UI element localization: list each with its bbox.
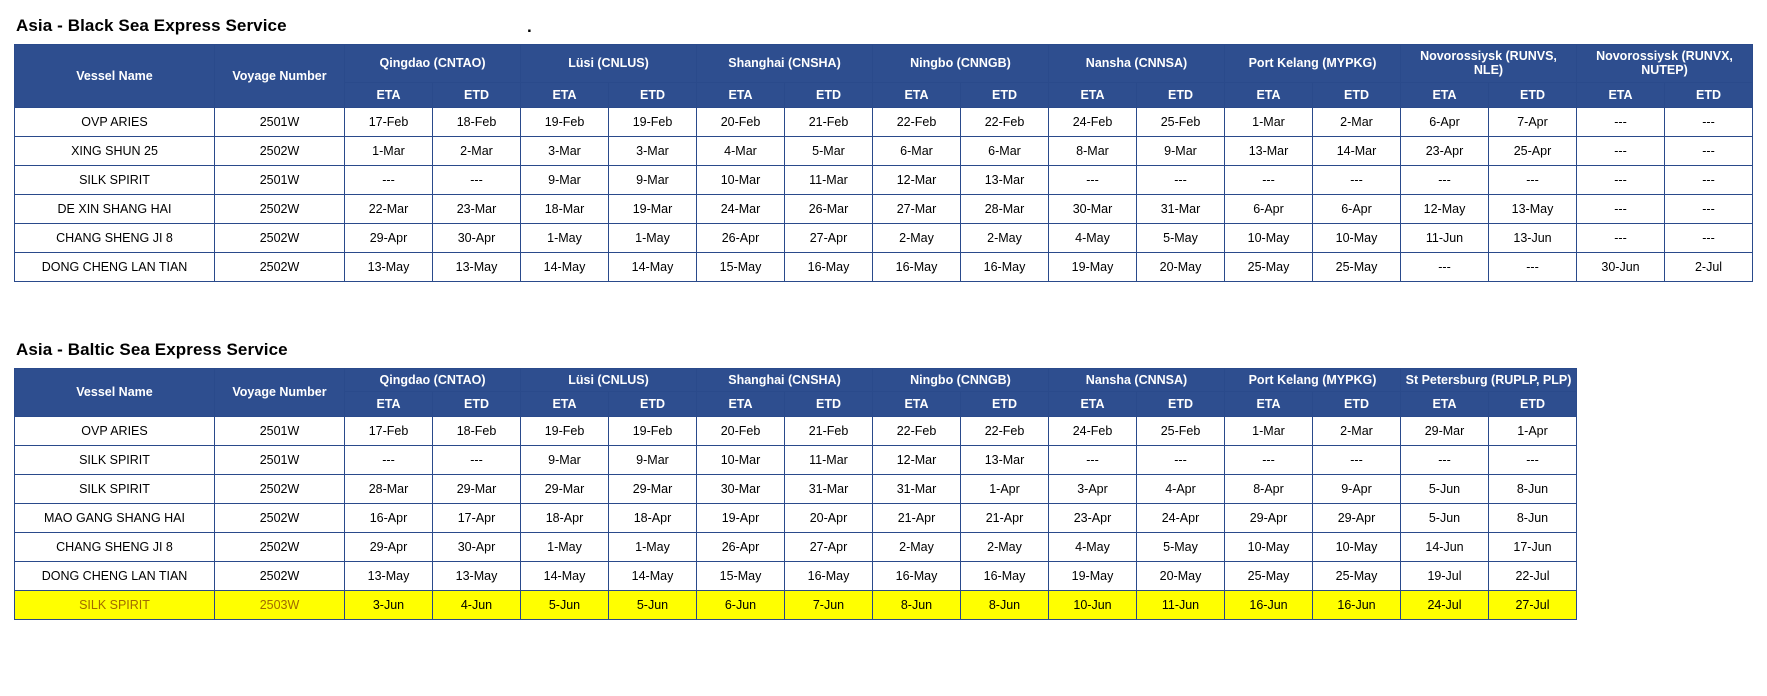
header-etd-novorossiysk-nutep: ETD (1665, 82, 1753, 107)
cell-time: 19-May (1049, 562, 1137, 591)
cell-time: --- (1049, 446, 1137, 475)
cell-time: 14-Mar (1313, 136, 1401, 165)
cell-time: 29-Apr (345, 223, 433, 252)
cell-time: 22-Feb (961, 417, 1049, 446)
table-body-black-sea (15, 107, 1753, 281)
cell-time: 2-May (873, 223, 961, 252)
cell-time: 10-Jun (1049, 591, 1137, 620)
cell-time: 29-Mar (433, 475, 521, 504)
cell-time: 19-May (1049, 252, 1137, 281)
cell-time: 25-May (1225, 562, 1313, 591)
cell-time: 9-Mar (521, 446, 609, 475)
cell-time: 6-Apr (1401, 107, 1489, 136)
cell-time: 30-Apr (433, 223, 521, 252)
cell-time: --- (433, 446, 521, 475)
cell-time: 18-Feb (433, 107, 521, 136)
cell-time: 4-Mar (697, 136, 785, 165)
cell-time: 1-May (609, 533, 697, 562)
cell-time: 19-Jul (1401, 562, 1489, 591)
cell-time: 26-Mar (785, 194, 873, 223)
cell-time: 30-Mar (1049, 194, 1137, 223)
cell-time: 24-Apr (1137, 504, 1225, 533)
cell-vessel: CHANG SHENG JI 8 (15, 533, 215, 562)
cell-time: 25-May (1313, 252, 1401, 281)
cell-vessel: OVP ARIES (15, 107, 215, 136)
cell-time: --- (1489, 165, 1577, 194)
cell-time: 16-Apr (345, 504, 433, 533)
cell-time: 19-Apr (697, 504, 785, 533)
cell-time: --- (1665, 194, 1753, 223)
cell-time: 29-Mar (521, 475, 609, 504)
header-port-port-kelang: Port Kelang (MYPKG) (1225, 368, 1401, 391)
cell-time: 30-Jun (1577, 252, 1665, 281)
section-title: Asia - Black Sea Express Service (16, 16, 287, 35)
cell-vessel: DONG CHENG LAN TIAN (15, 252, 215, 281)
cell-vessel: MAO GANG SHANG HAI (15, 504, 215, 533)
cell-time: 29-Apr (1313, 504, 1401, 533)
cell-voyage: 2502W (215, 504, 345, 533)
cell-vessel: OVP ARIES (15, 417, 215, 446)
cell-time: 14-May (521, 252, 609, 281)
cell-vessel: DONG CHENG LAN TIAN (15, 562, 215, 591)
header-row-ports (15, 368, 1577, 391)
cell-time: 14-May (609, 252, 697, 281)
cell-vessel: SILK SPIRIT (15, 475, 215, 504)
header-port-lusi: Lüsi (CNLUS) (521, 45, 697, 83)
cell-time: 30-Mar (697, 475, 785, 504)
header-port-qingdao: Qingdao (CNTAO) (345, 45, 521, 83)
cell-voyage: 2501W (215, 446, 345, 475)
header-vessel-name: Vessel Name (15, 45, 215, 108)
cell-time: 27-Apr (785, 223, 873, 252)
header-etd-lusi: ETD (609, 392, 697, 417)
cell-time: 10-May (1313, 223, 1401, 252)
cell-time: 7-Jun (785, 591, 873, 620)
cell-time: 10-Mar (697, 165, 785, 194)
cell-vessel: CHANG SHENG JI 8 (15, 223, 215, 252)
header-etd-port-kelang: ETD (1313, 392, 1401, 417)
cell-time: --- (345, 446, 433, 475)
schedule-table-baltic-sea (14, 368, 1577, 620)
cell-time: 29-Mar (609, 475, 697, 504)
header-eta-nansha: ETA (1049, 392, 1137, 417)
cell-time: 13-May (345, 562, 433, 591)
table-header (15, 45, 1753, 108)
header-eta-lusi: ETA (521, 82, 609, 107)
header-etd-lusi: ETD (609, 82, 697, 107)
cell-time: --- (1665, 107, 1753, 136)
cell-time: 13-Mar (1225, 136, 1313, 165)
cell-time: 10-Mar (697, 446, 785, 475)
cell-time: 5-May (1137, 533, 1225, 562)
cell-time: 16-May (785, 562, 873, 591)
header-etd-st-petersburg: ETD (1489, 392, 1577, 417)
cell-time: 23-Apr (1401, 136, 1489, 165)
table-header (15, 368, 1577, 416)
cell-time: 6-Mar (873, 136, 961, 165)
cell-time: --- (1665, 165, 1753, 194)
cell-time: 30-Apr (433, 533, 521, 562)
cell-time: --- (1577, 223, 1665, 252)
header-eta-novorossiysk-nutep: ETA (1577, 82, 1665, 107)
cell-time: 1-Mar (1225, 417, 1313, 446)
cell-vessel: XING SHUN 25 (15, 136, 215, 165)
cell-time: 31-Mar (785, 475, 873, 504)
header-etd-qingdao: ETD (433, 392, 521, 417)
cell-time: 27-Jul (1489, 591, 1577, 620)
cell-time: 13-May (433, 562, 521, 591)
cell-time: 4-May (1049, 533, 1137, 562)
header-port-shanghai: Shanghai (CNSHA) (697, 368, 873, 391)
cell-time: 20-Apr (785, 504, 873, 533)
cell-time: 25-Feb (1137, 417, 1225, 446)
header-eta-ningbo: ETA (873, 82, 961, 107)
cell-time: 2-Mar (433, 136, 521, 165)
cell-time: 19-Mar (609, 194, 697, 223)
cell-time: 16-Jun (1313, 591, 1401, 620)
cell-time: --- (1401, 252, 1489, 281)
section-baltic-sea (14, 340, 1753, 620)
cell-time: 21-Feb (785, 107, 873, 136)
cell-voyage: 2502W (215, 223, 345, 252)
cell-time: 11-Mar (785, 165, 873, 194)
cell-time: 8-Mar (1049, 136, 1137, 165)
table-row (15, 194, 1753, 223)
cell-time: --- (1577, 165, 1665, 194)
header-etd-nansha: ETD (1137, 392, 1225, 417)
header-etd-ningbo: ETD (961, 392, 1049, 417)
header-port-novorossiysk-nutep: Novorossiysk (RUNVX, NUTEP) (1577, 45, 1753, 83)
cell-time: 17-Apr (433, 504, 521, 533)
cell-time: 3-Mar (521, 136, 609, 165)
table-row (15, 504, 1577, 533)
cell-time: 27-Mar (873, 194, 961, 223)
cell-time: 1-Apr (1489, 417, 1577, 446)
header-eta-ningbo: ETA (873, 392, 961, 417)
header-port-ningbo: Ningbo (CNNGB) (873, 45, 1049, 83)
cell-time: 12-May (1401, 194, 1489, 223)
cell-time: 11-Jun (1137, 591, 1225, 620)
cell-time: 6-Apr (1313, 194, 1401, 223)
cell-voyage: 2502W (215, 475, 345, 504)
cell-time: 17-Jun (1489, 533, 1577, 562)
header-row-ports (15, 45, 1753, 83)
header-port-port-kelang: Port Kelang (MYPKG) (1225, 45, 1401, 83)
stray-dot-mark: . (527, 17, 532, 36)
cell-time: 6-Mar (961, 136, 1049, 165)
header-eta-qingdao: ETA (345, 392, 433, 417)
cell-time: 16-May (785, 252, 873, 281)
cell-time: 9-Mar (521, 165, 609, 194)
cell-time: 2-May (873, 533, 961, 562)
cell-time: 16-May (873, 252, 961, 281)
cell-time: --- (1665, 136, 1753, 165)
cell-time: --- (1489, 252, 1577, 281)
cell-time: 16-May (873, 562, 961, 591)
cell-time: --- (1225, 165, 1313, 194)
table-row (15, 107, 1753, 136)
table-row (15, 562, 1577, 591)
cell-time: 3-Mar (609, 136, 697, 165)
header-eta-nansha: ETA (1049, 82, 1137, 107)
cell-voyage: 2502W (215, 562, 345, 591)
cell-time: 4-Jun (433, 591, 521, 620)
cell-voyage: 2501W (215, 417, 345, 446)
cell-time: 13-May (345, 252, 433, 281)
cell-time: 16-Jun (1225, 591, 1313, 620)
header-voyage-number: Voyage Number (215, 368, 345, 416)
section-black-sea (14, 16, 1753, 282)
header-vessel-name: Vessel Name (15, 368, 215, 416)
cell-voyage: 2502W (215, 252, 345, 281)
cell-time: 22-Feb (873, 107, 961, 136)
cell-time: 25-Feb (1137, 107, 1225, 136)
cell-time: --- (1225, 446, 1313, 475)
cell-time: 5-Jun (1401, 475, 1489, 504)
cell-time: --- (345, 165, 433, 194)
cell-time: 5-Jun (609, 591, 697, 620)
table-row (15, 475, 1577, 504)
cell-time: 23-Apr (1049, 504, 1137, 533)
cell-vessel: SILK SPIRIT (15, 591, 215, 620)
cell-time: 4-May (1049, 223, 1137, 252)
cell-time: 19-Feb (609, 417, 697, 446)
cell-time: 6-Jun (697, 591, 785, 620)
header-eta-lusi: ETA (521, 392, 609, 417)
table-body-baltic-sea (15, 417, 1577, 620)
cell-time: 17-Feb (345, 107, 433, 136)
header-port-shanghai: Shanghai (CNSHA) (697, 45, 873, 83)
cell-voyage: 2503W (215, 591, 345, 620)
cell-time: 19-Feb (609, 107, 697, 136)
cell-time: --- (1577, 194, 1665, 223)
cell-time: 11-Jun (1401, 223, 1489, 252)
cell-time: 14-May (521, 562, 609, 591)
cell-time: 9-Mar (609, 446, 697, 475)
cell-time: 24-Feb (1049, 107, 1137, 136)
cell-time: 13-May (433, 252, 521, 281)
header-eta-st-petersburg: ETA (1401, 392, 1489, 417)
cell-time: 9-Mar (609, 165, 697, 194)
cell-time: 20-Feb (697, 417, 785, 446)
cell-time: 29-Mar (1401, 417, 1489, 446)
cell-time: 1-May (609, 223, 697, 252)
cell-time: 29-Apr (1225, 504, 1313, 533)
cell-time: 22-Feb (961, 107, 1049, 136)
cell-time: 22-Mar (345, 194, 433, 223)
table-row (15, 165, 1753, 194)
cell-time: 18-Mar (521, 194, 609, 223)
cell-time: 1-May (521, 223, 609, 252)
cell-time: 6-Apr (1225, 194, 1313, 223)
cell-time: 25-May (1225, 252, 1313, 281)
header-etd-port-kelang: ETD (1313, 82, 1401, 107)
cell-time: --- (433, 165, 521, 194)
cell-time: 17-Feb (345, 417, 433, 446)
table-row (15, 417, 1577, 446)
cell-time: 22-Feb (873, 417, 961, 446)
cell-time: 14-Jun (1401, 533, 1489, 562)
cell-time: 4-Apr (1137, 475, 1225, 504)
header-port-st-petersburg: St Petersburg (RUPLP, PLP) (1401, 368, 1577, 391)
header-eta-shanghai: ETA (697, 392, 785, 417)
cell-time: 14-May (609, 562, 697, 591)
header-etd-nansha: ETD (1137, 82, 1225, 107)
cell-time: 5-Jun (521, 591, 609, 620)
cell-time: 5-Mar (785, 136, 873, 165)
header-port-nansha: Nansha (CNNSA) (1049, 45, 1225, 83)
cell-voyage: 2501W (215, 165, 345, 194)
cell-time: 10-May (1313, 533, 1401, 562)
cell-time: 15-May (697, 252, 785, 281)
cell-time: 13-Mar (961, 446, 1049, 475)
cell-time: 5-Jun (1401, 504, 1489, 533)
cell-time: 11-Mar (785, 446, 873, 475)
header-eta-novorossiysk-nle: ETA (1401, 82, 1489, 107)
cell-time: 2-Mar (1313, 107, 1401, 136)
cell-time: 9-Apr (1313, 475, 1401, 504)
cell-time: 13-Jun (1489, 223, 1577, 252)
cell-time: 15-May (697, 562, 785, 591)
cell-time: --- (1313, 446, 1401, 475)
cell-time: 27-Apr (785, 533, 873, 562)
header-port-nansha: Nansha (CNNSA) (1049, 368, 1225, 391)
cell-time: 21-Apr (961, 504, 1049, 533)
cell-time: 8-Jun (1489, 475, 1577, 504)
cell-time: 26-Apr (697, 223, 785, 252)
table-row (15, 446, 1577, 475)
cell-time: 24-Feb (1049, 417, 1137, 446)
cell-time: 8-Apr (1225, 475, 1313, 504)
cell-time: --- (1577, 107, 1665, 136)
cell-time: 1-Mar (345, 136, 433, 165)
cell-time: 2-May (961, 533, 1049, 562)
header-etd-qingdao: ETD (433, 82, 521, 107)
cell-time: 18-Feb (433, 417, 521, 446)
header-port-novorossiysk-nle: Novorossiysk (RUNVS, NLE) (1401, 45, 1577, 83)
cell-time: 2-May (961, 223, 1049, 252)
cell-time: 16-May (961, 562, 1049, 591)
cell-time: 3-Jun (345, 591, 433, 620)
section-title: Asia - Baltic Sea Express Service (16, 339, 288, 359)
cell-time: 20-Feb (697, 107, 785, 136)
cell-voyage: 2502W (215, 194, 345, 223)
cell-time: 24-Jul (1401, 591, 1489, 620)
cell-time: 9-Mar (1137, 136, 1225, 165)
header-eta-port-kelang: ETA (1225, 82, 1313, 107)
cell-time: --- (1049, 165, 1137, 194)
cell-time: 12-Mar (873, 165, 961, 194)
table-row (15, 136, 1753, 165)
section-spacer (14, 282, 1753, 334)
header-voyage-number: Voyage Number (215, 45, 345, 108)
cell-time: 31-Mar (873, 475, 961, 504)
cell-time: 28-Mar (345, 475, 433, 504)
cell-vessel: SILK SPIRIT (15, 446, 215, 475)
cell-voyage: 2501W (215, 107, 345, 136)
cell-time: 13-May (1489, 194, 1577, 223)
cell-voyage: 2502W (215, 136, 345, 165)
cell-time: 25-Apr (1489, 136, 1577, 165)
header-etd-ningbo: ETD (961, 82, 1049, 107)
header-eta-shanghai: ETA (697, 82, 785, 107)
cell-time: 1-Mar (1225, 107, 1313, 136)
cell-time: --- (1137, 165, 1225, 194)
cell-time: 21-Feb (785, 417, 873, 446)
cell-time: 8-Jun (961, 591, 1049, 620)
cell-time: 24-Mar (697, 194, 785, 223)
cell-time: 19-Feb (521, 107, 609, 136)
cell-time: 18-Apr (609, 504, 697, 533)
cell-time: --- (1137, 446, 1225, 475)
cell-time: 8-Jun (1489, 504, 1577, 533)
cell-vessel: DE XIN SHANG HAI (15, 194, 215, 223)
cell-time: 20-May (1137, 562, 1225, 591)
cell-time: 13-Mar (961, 165, 1049, 194)
cell-time: 31-Mar (1137, 194, 1225, 223)
cell-time: 28-Mar (961, 194, 1049, 223)
header-port-qingdao: Qingdao (CNTAO) (345, 368, 521, 391)
cell-time: --- (1401, 165, 1489, 194)
cell-time: 5-May (1137, 223, 1225, 252)
cell-time: 3-Apr (1049, 475, 1137, 504)
cell-time: 7-Apr (1489, 107, 1577, 136)
header-eta-port-kelang: ETA (1225, 392, 1313, 417)
cell-time: 18-Apr (521, 504, 609, 533)
cell-time: 12-Mar (873, 446, 961, 475)
cell-time: 10-May (1225, 223, 1313, 252)
cell-time: 20-May (1137, 252, 1225, 281)
cell-time: 25-May (1313, 562, 1401, 591)
cell-time: 19-Feb (521, 417, 609, 446)
header-etd-novorossiysk-nle: ETD (1489, 82, 1577, 107)
cell-time: 1-May (521, 533, 609, 562)
cell-time: 2-Mar (1313, 417, 1401, 446)
header-etd-shanghai: ETD (785, 82, 873, 107)
header-etd-shanghai: ETD (785, 392, 873, 417)
cell-time: --- (1313, 165, 1401, 194)
header-port-ningbo: Ningbo (CNNGB) (873, 368, 1049, 391)
table-row (15, 533, 1577, 562)
cell-time: 2-Jul (1665, 252, 1753, 281)
table-row (15, 252, 1753, 281)
cell-time: --- (1665, 223, 1753, 252)
cell-time: 22-Jul (1489, 562, 1577, 591)
cell-time: 1-Apr (961, 475, 1049, 504)
table-row (15, 223, 1753, 252)
cell-vessel: SILK SPIRIT (15, 165, 215, 194)
cell-time: --- (1489, 446, 1577, 475)
cell-time: 23-Mar (433, 194, 521, 223)
cell-time: --- (1577, 136, 1665, 165)
cell-time: 16-May (961, 252, 1049, 281)
header-port-lusi: Lüsi (CNLUS) (521, 368, 697, 391)
cell-time: 10-May (1225, 533, 1313, 562)
cell-time: 21-Apr (873, 504, 961, 533)
cell-time: 8-Jun (873, 591, 961, 620)
cell-time: 29-Apr (345, 533, 433, 562)
header-eta-qingdao: ETA (345, 82, 433, 107)
cell-time: 26-Apr (697, 533, 785, 562)
cell-time: --- (1401, 446, 1489, 475)
table-row-highlighted (15, 591, 1577, 620)
schedule-table-black-sea (14, 44, 1753, 282)
cell-voyage: 2502W (215, 533, 345, 562)
